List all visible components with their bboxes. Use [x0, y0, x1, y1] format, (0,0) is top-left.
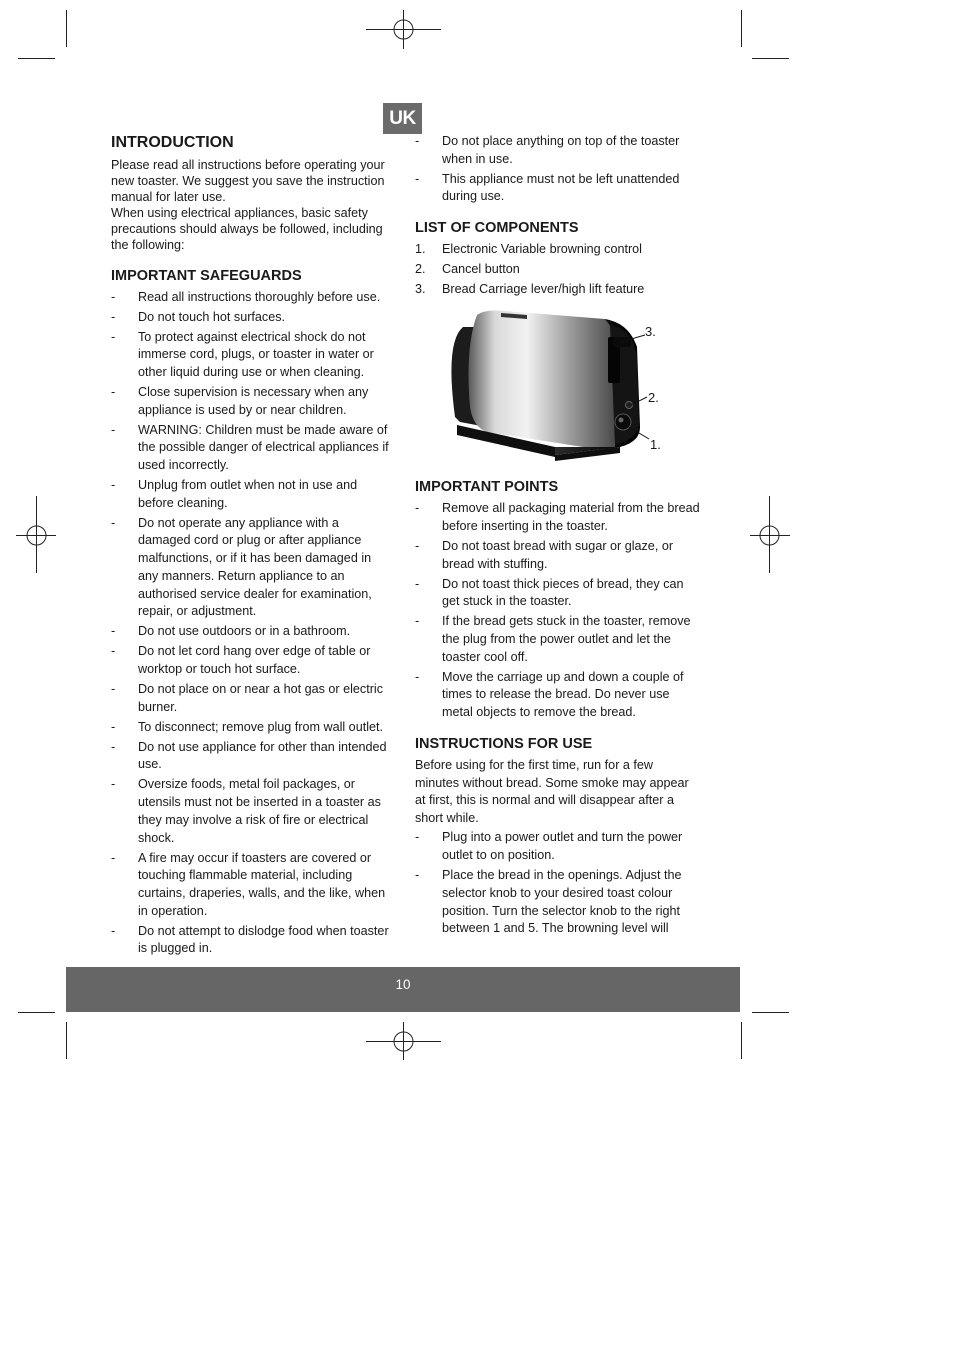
list-item: - Do not operate any appliance with a damaged cord or plug or after appliance malfunctions, or if it has been damaged in any manners. Return appliance to an authorised service dealer for examination, repair, or adjustment.: [111, 515, 372, 619]
list-item: - This appliance must not be left unattended during use.: [415, 171, 680, 204]
intro-line: precautions should always be followed, including: [111, 222, 383, 237]
important-points-heading: IMPORTANT POINTS: [415, 479, 559, 496]
important-points-list: [415, 500, 700, 722]
list-item: - Do not attempt to dislodge food when toaster is plugged in.: [111, 923, 389, 956]
list-item: - To protect against electrical shock do not immerse cord, plugs, or toaster in water or other liquid during use or when cleaning.: [111, 329, 374, 379]
list-item: 2. Cancel button: [415, 262, 520, 277]
instructions-text: [415, 757, 700, 827]
instruction-line: at first, this is normal and will disappear after a: [415, 793, 674, 808]
list-item: - Do not place on or near a hot gas or electric burner.: [111, 682, 384, 714]
instructions-heading: INSTRUCTIONS FOR USE: [415, 736, 593, 753]
list-item: - WARNING: Children must be made aware of the possible danger of electrical appliances if used incorrectly.: [111, 422, 389, 473]
list-item: - If the bread gets stuck in the toaster, remove the plug from the power outlet and let the toaster cool off.: [415, 614, 691, 664]
list-item: - Plug into a power outlet and turn the power outlet to on position.: [415, 830, 683, 863]
safeguards-continued-list: [415, 133, 700, 206]
list-item: 3. Bread Carriage lever/high lift feature: [415, 282, 645, 297]
callout-2: 2.: [648, 390, 659, 406]
list-item: - Do not use outdoors or in a bathroom.: [111, 624, 351, 639]
instruction-line: minutes without bread. Some smoke may appear: [415, 775, 689, 790]
introduction-heading: INTRODUCTION: [111, 134, 234, 151]
list-item: - To disconnect; remove plug from wall outlet.: [111, 719, 383, 734]
intro-line: new toaster. We suggest you save the instruction: [111, 174, 385, 189]
list-item: - Read all instructions thoroughly before use.: [111, 289, 381, 304]
toaster-illustration: [415, 307, 700, 467]
list-item: - Unplug from outlet when not in use and before cleaning.: [111, 478, 358, 510]
list-item: 1. Electronic Variable browning control: [415, 242, 642, 257]
list-item: - Do not toast thick pieces of bread, they can get stuck in the toaster.: [415, 576, 684, 609]
safeguards-list: [111, 289, 393, 958]
instructions-list: [415, 829, 700, 938]
left-column: [111, 133, 393, 960]
list-item: - Do not place anything on top of the toaster when in use.: [415, 134, 680, 166]
intro-line: Please read all instructions before operating your: [111, 158, 385, 172]
page-footer: [66, 967, 740, 1012]
components-heading: LIST OF COMPONENTS: [415, 220, 579, 237]
list-item: - Close supervision is necessary when any appliance is used by or near children.: [111, 384, 369, 417]
list-item: - Do not touch hot surfaces.: [111, 309, 286, 324]
right-column: [415, 133, 700, 940]
language-badge: UK: [383, 103, 422, 134]
list-item: - Do not let cord hang over edge of table or worktop or touch hot surface.: [111, 644, 371, 676]
components-list: [415, 241, 700, 299]
instruction-line: Before using for the first time, run for a few: [415, 758, 653, 773]
list-item: - Oversize foods, metal foil packages, or utensils must not be inserted in a toaster as they may involve a risk of fire or electrical shock.: [111, 777, 381, 845]
list-item: - A fire may occur if toasters are covered or touching flammable material, including curtains, draperies, walls, and the like, when in operation.: [111, 850, 386, 918]
callout-3: 3.: [645, 324, 656, 340]
instruction-line: short while.: [415, 810, 479, 825]
intro-line: When using electrical appliances, basic safety: [111, 206, 368, 221]
safeguards-heading: IMPORTANT SAFEGUARDS: [111, 267, 302, 284]
introduction-text: [111, 157, 393, 254]
callout-1: 1.: [650, 437, 661, 453]
intro-line: manual for later use.: [111, 190, 226, 205]
list-item: - Do not toast bread with sugar or glaze, or bread with stuffing.: [415, 538, 674, 571]
list-item: - Do not use appliance for other than intended use.: [111, 739, 387, 772]
list-item: - Place the bread in the openings. Adjust the selector knob to your desired toast colour position. Turn the selector knob to the right between 1 and 5. The browning level will: [415, 868, 682, 936]
page-number: 10: [395, 977, 411, 992]
list-item: - Remove all packaging material from the bread before inserting in the toaster.: [415, 501, 700, 533]
intro-line: the following:: [111, 238, 185, 253]
list-item: - Move the carriage up and down a couple of times to release the bread. Do never use metal objects to remove the bread.: [415, 669, 684, 720]
